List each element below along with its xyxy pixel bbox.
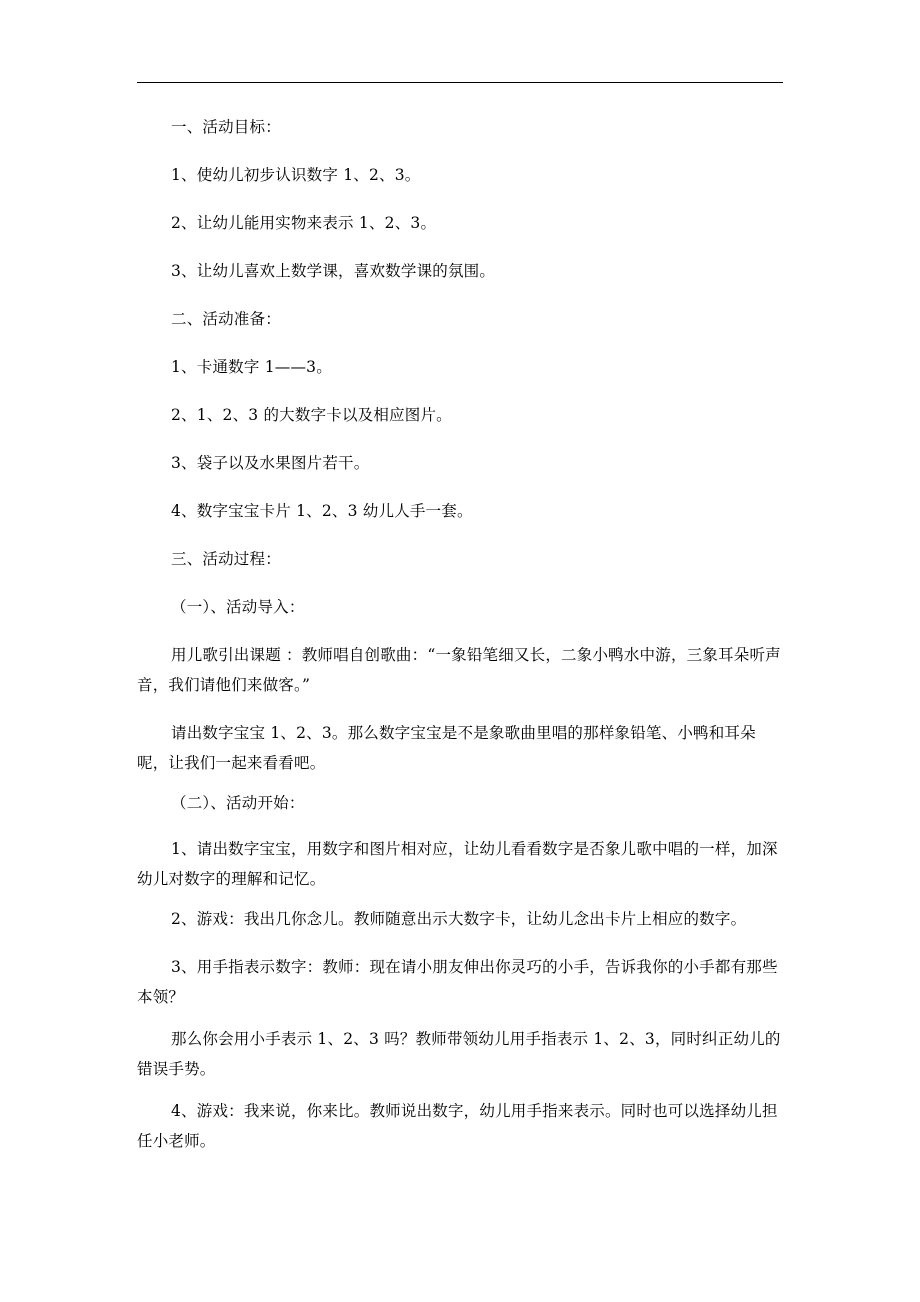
goal-item-1: 1、使幼儿初步认识数字 1、2、3。: [171, 166, 421, 184]
start-item-3-followup: 那么你会用小手表示 1、2、3 吗？教师带领幼儿用手指表示 1、2、3，同时纠正幼儿的错误手势。: [137, 1030, 781, 1078]
prep-item-2: 2、1、2、3 的大数字卡以及相应图片。: [171, 406, 452, 424]
heading-preparation: 二、活动准备：: [171, 310, 281, 328]
intro-paragraph-1: 用儿歌引出课题 ：教师唱自创歌曲：“一象铅笔细又长，二象小鸭水中游，三象耳朵听声音，我们请他们来做客。”: [137, 646, 781, 694]
start-item-4: 4、游戏：我来说，你来比。教师说出数字，幼儿用手指来表示。同时也可以选择幼儿担任小老师。: [137, 1102, 778, 1150]
subheading-intro: （一）、活动导入：: [171, 598, 305, 616]
heading-goals: 一、活动目标：: [171, 118, 281, 136]
start-item-1: 1、请出数字宝宝，用数字和图片相对应，让幼儿看看数字是否象儿歌中唱的一样，加深幼儿对数字的理解和记忆。: [137, 840, 778, 888]
start-item-3: 3、用手指表示数字：教师：现在请小朋友伸出你灵巧的小手，告诉我你的小手都有那些本领？: [137, 958, 778, 1006]
intro-paragraph-2: 请出数字宝宝 1、2、3。那么数字宝宝是不是象歌曲里唱的那样象铅笔、小鸭和耳朵呢，让我们一起来看看吧。: [137, 724, 756, 772]
goal-item-2: 2、让幼儿能用实物来表示 1、2、3。: [171, 214, 437, 232]
heading-process: 三、活动过程：: [171, 550, 281, 568]
prep-item-4: 4、数字宝宝卡片 1、2、3 幼儿人手一套。: [171, 502, 473, 520]
goal-item-3: 3、让幼儿喜欢上数学课，喜欢数学课的氛围。: [171, 262, 496, 280]
start-item-2: 2、游戏：我出几你念儿。教师随意出示大数字卡，让幼儿念出卡片上相应的数字。: [171, 910, 747, 928]
subheading-start: （二）、活动开始：: [171, 794, 305, 812]
prep-item-3: 3、袋子以及水果图片若干。: [171, 454, 370, 472]
header-rule: [137, 82, 783, 83]
prep-item-1: 1、卡通数字 1——3。: [171, 358, 332, 376]
